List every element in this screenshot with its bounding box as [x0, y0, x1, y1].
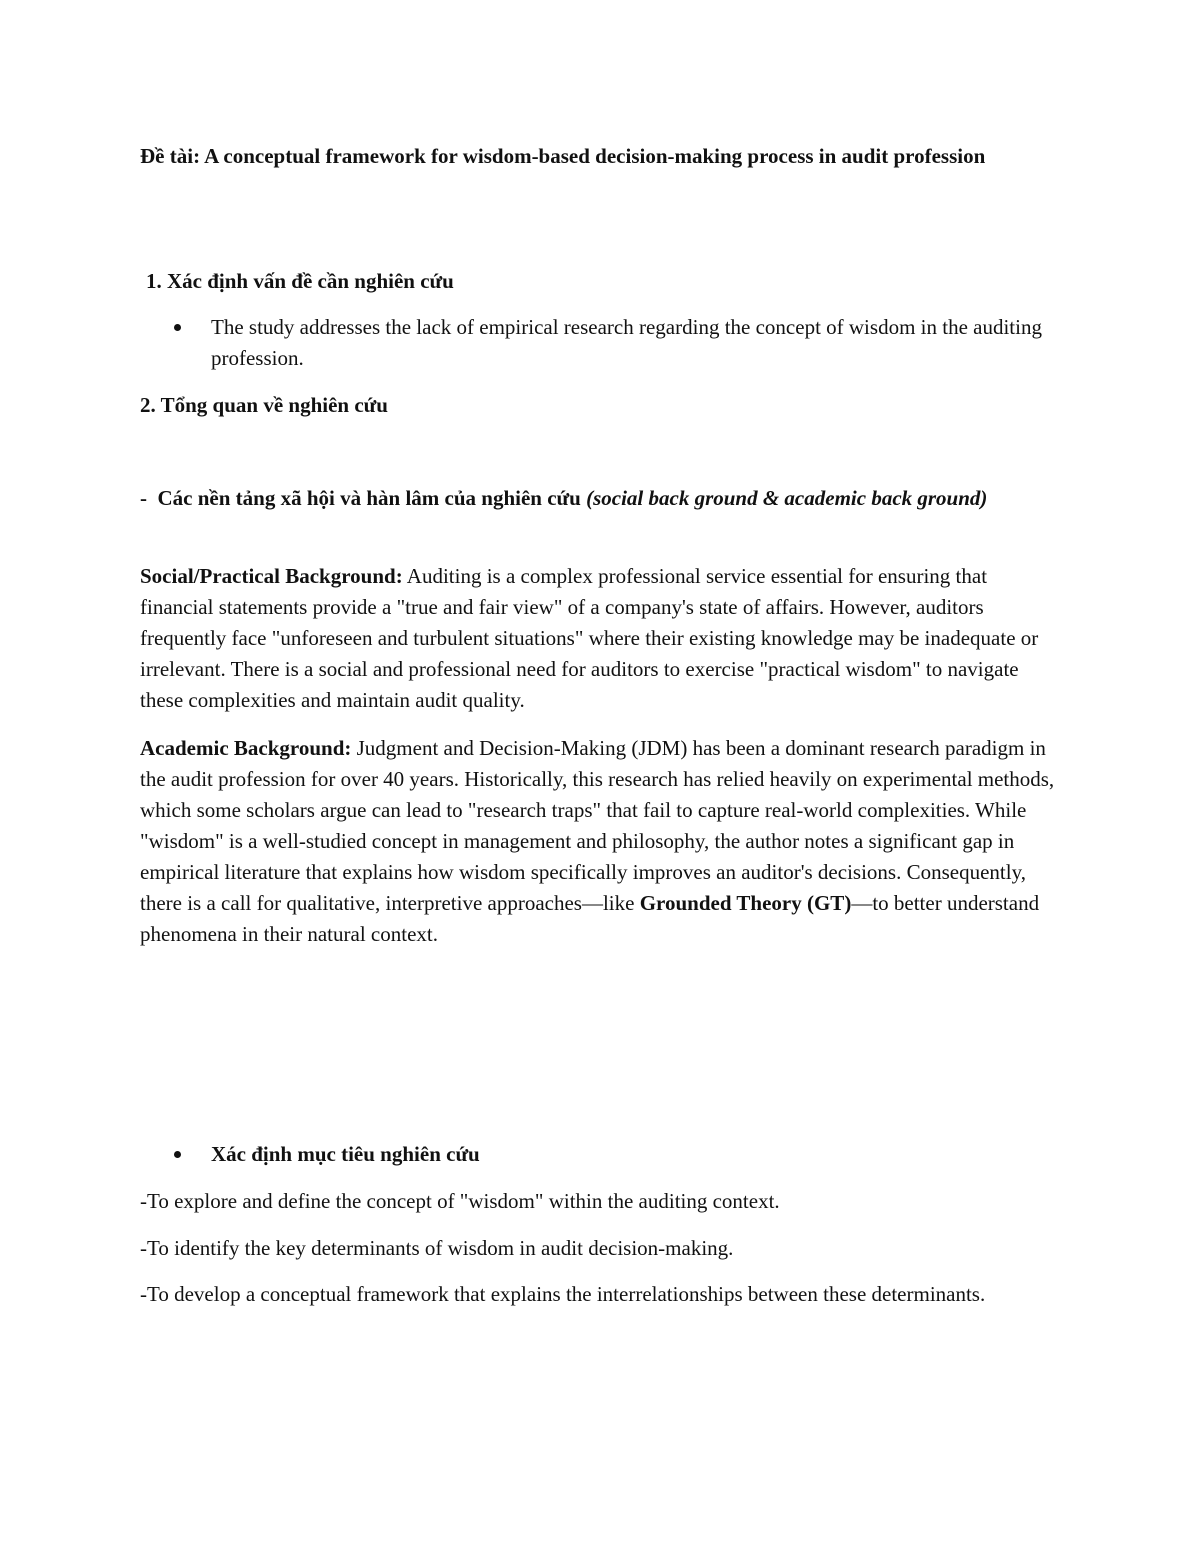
objective-item: -To identify the key determinants of wisdom in audit decision-making.	[140, 1236, 734, 1260]
academic-background-label: Academic Background:	[140, 736, 352, 760]
subheading-en: (social back ground & academic back ground)	[586, 486, 988, 510]
social-background-label: Social/Practical Background:	[140, 564, 403, 588]
section1-bullet-text: The study addresses the lack of empirical research regarding the concept of wisdom in the auditing profession.	[211, 315, 1042, 370]
objective-item: -To explore and define the concept of "wisdom" within the auditing context.	[140, 1189, 780, 1213]
bullet-icon	[174, 324, 181, 331]
bullet-icon	[174, 1151, 181, 1158]
grounded-theory-term: Grounded Theory (GT)	[639, 891, 852, 915]
section2-subheading	[140, 483, 1060, 514]
subheading-dash: -	[140, 486, 147, 510]
document-title	[140, 141, 1060, 172]
social-background-paragraph	[140, 561, 1060, 716]
social-background-text: Auditing is a complex professional service essential for ensuring that financial statements provide a "true and fair view" of a company's state of affairs. However, auditors frequently face "unforeseen and turbulent situations" where their existing knowledge may be inadequate or irrelevant. There is a social and professional need for auditors to exercise "practical wisdom" to navigate these complexities and maintain audit quality.	[140, 564, 1039, 712]
document-page	[140, 0, 1060, 1553]
objective-item: -To develop a conceptual framework that explains the interrelationships between these determinants.	[140, 1282, 986, 1306]
academic-background-paragraph	[140, 733, 1060, 950]
title-label: Đề tài:	[140, 144, 201, 168]
academic-background-text: Judgment and Decision-Making (JDM) has been a dominant research paradigm in the audit profession for over 40 years. Historically, this research has relied heavily on experimental methods, which some scholars argue can lead to "research traps" that fail to capture real-world complexities. While "wisdom" is a well-studied concept in management and philosophy, the author notes a significant gap in empirical literature that explains how wisdom specifically improves an auditor's decisions. Consequently, there is a call for qualitative, interpretive approaches—like	[140, 736, 1055, 915]
objectives-heading: Xác định mục tiêu nghiên cứu	[211, 1142, 480, 1166]
academic-background-text-end: —to better understand phenomena in their natural context.	[140, 891, 1040, 946]
section2-heading: 2. Tổng quan về nghiên cứu	[140, 393, 388, 417]
subheading-vi: Các nền tảng xã hội và hàn lâm của nghiên cứu	[157, 486, 581, 510]
section1-heading: 1. Xác định vấn đề cần nghiên cứu	[146, 269, 454, 293]
title-text: A conceptual framework for wisdom-based decision-making process in audit profession	[204, 144, 986, 168]
